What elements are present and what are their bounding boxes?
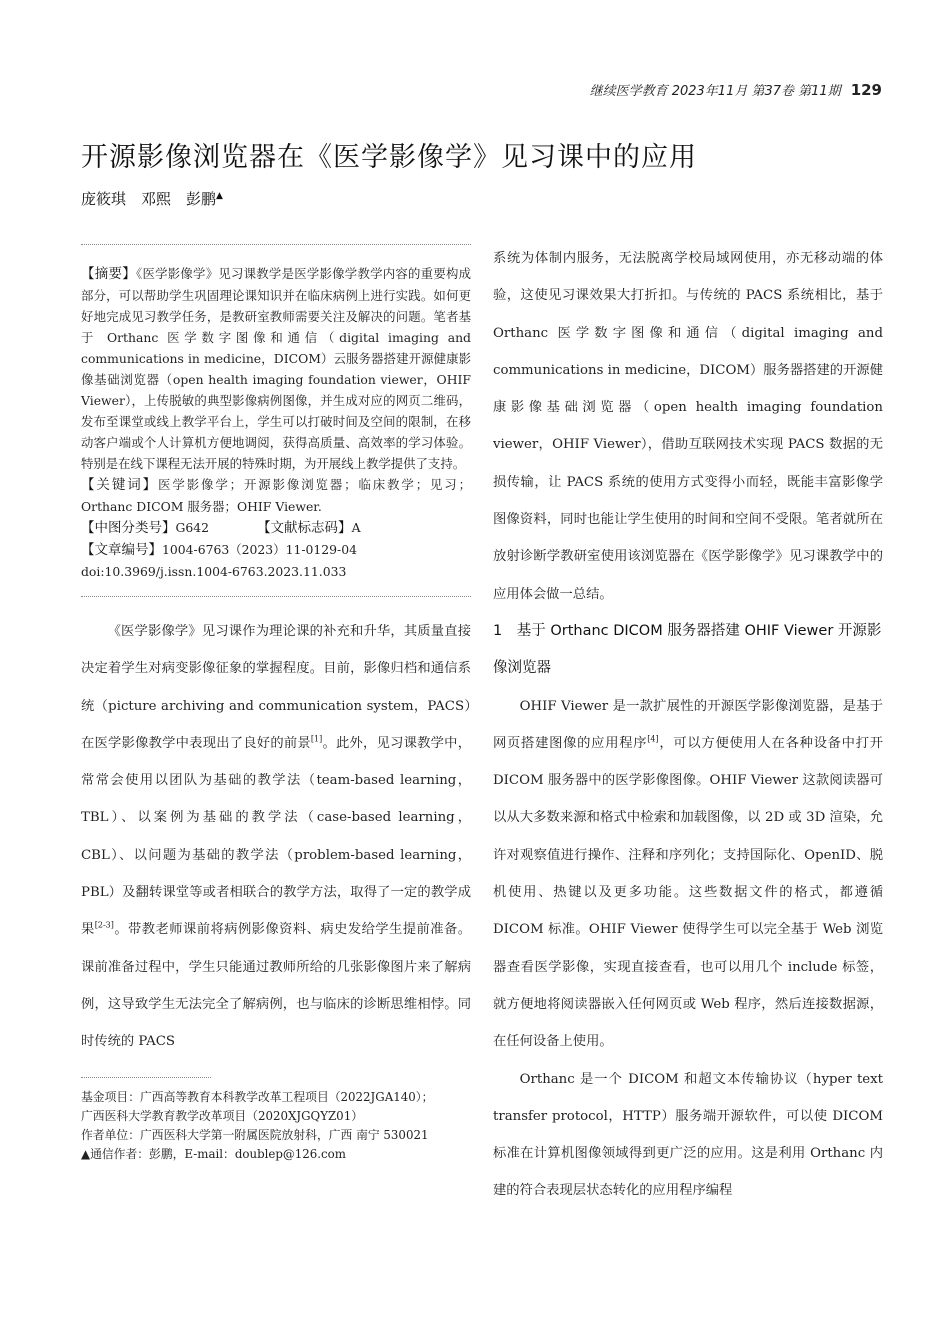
abstract-bottom-divider [81, 596, 471, 597]
left-column [81, 244, 471, 1164]
left-body [81, 613, 471, 1061]
citation-4: [4] [647, 734, 659, 744]
funding-line-1: 基金项目：广西高等教育本科教学改革工程项目（2022JGA140）； [81, 1089, 434, 1104]
intro-text-c: 。带教老师课前将病例影像资料、病史发给学生提前准备。课前准备过程中，学生只能通过教师所给的几张影像图片来了解病例，这导致学生无法完全了解病例，也与临床的诊断思维相悖。同时传统的 PACS [81, 922, 472, 1050]
right-paragraph-1: 系统为体制内服务，无法脱离学校局域网使用，亦无移动端的体验，这使见习课效果大打折扣。与传统的 PACS 系统相比，基于 Orthanc 医学数字图像和通信（digital imaging and communications in medicine，DICOM）服务器搭建的开源健康影像基础浏览器（open health imaging foundation viewer，OHIF Viewer），借助互联网技术实现 PACS 数据的无损传输，让 PACS 系统的使用方式变得小而轻，既能丰富影像学图像资料，同时也能让学生使用的时间和空间不受限。笔者就所在放射诊断学教研室使用该浏览器在《医学影像学》见习课教学中的应用体会做一总结。 [493, 251, 883, 602]
intro-paragraph [81, 613, 471, 1061]
keywords-text: 医学影像学；开源影像浏览器；临床教学；见习；Orthanc DICOM 服务器；OHIF Viewer. [81, 477, 472, 514]
affiliation-line: 作者单位：广西医科大学第一附属医院放射科，广西 南宁 530021 [81, 1127, 429, 1142]
intro-text-a: 《医学影像学》见习课作为理论课的补充和升华，其质量直接决定着学生对病变影像征象的掌握程度。目前，影像归档和通信系统（picture archiving and communication system，PACS）在医学影像教学中表现出了良好的前景 [81, 624, 471, 751]
clc-value: G642 [175, 520, 210, 535]
corresponding-author-mark: ▲ [216, 191, 223, 201]
keywords-line [81, 474, 471, 517]
article-title: 开源影像浏览器在《医学影像学》见习课中的应用 [81, 142, 697, 173]
running-header [590, 80, 882, 99]
classification-line [81, 517, 471, 539]
right-column [493, 240, 883, 1210]
doc-code-label: 【文献标志码】 [257, 520, 352, 536]
footnote-divider [81, 1077, 211, 1078]
keywords-label: 【关键词】 [81, 477, 159, 493]
author-names: 庞筱琪 邓熙 彭鹏 [81, 190, 217, 208]
article-id-label: 【文章编号】 [81, 542, 162, 558]
abstract-block [81, 263, 471, 582]
right-paragraph-2 [493, 688, 883, 1061]
abstract-top-divider [81, 244, 471, 245]
citation-2: [2-3] [94, 920, 114, 930]
article-id-value: 1004-6763（2023）11-0129-04 [162, 542, 358, 557]
intro-text-b: 。此外，见习课教学中，常常会使用以团队为基础的教学法（team-based learning，TBL）、以案例为基础的教学法（case-based learning，CBL）、以问题为基础的教学法（problem-based learning，PBL）及翻转课堂等或者相联合的教学方法，取得了一定的教学成果 [81, 735, 472, 938]
doi-line: doi:10.3969/j.issn.1004-6763.2023.11.033 [81, 564, 347, 579]
clc-label: 【中图分类号】 [81, 520, 176, 536]
ohif-text-a: OHIF Viewer 是一款扩展性的开源医学影像浏览器，是基于网页搭建图像的应用程序 [493, 698, 883, 751]
page-number: 129 [850, 81, 882, 99]
abstract-text: 《医学影像学》见习课教学是医学影像学教学内容的重要构成部分，可以帮助学生巩固理论课知识并在临床病例上进行实践。如何更好地完成见习教学任务，是教研室教师需要关注及解决的问题。笔者基于 Orthanc 医学数字图像和通信（digital imaging and communications in medicine，DICOM）云服务器搭建开源健康影像基础浏览器（open health imaging foundation viewer，OHIF Viewer），上传脱敏的典型影像病例图像，并生成对应的网页二维码，发布至课堂或线上教学平台上，学生可以打破时间及空间的限制，在移动客户端或个人计算机方便地调阅，获得高质量、高效率的学习体验。特别是在线下课程无法开展的特殊时期，为开展线上教学提供了支持。 [81, 266, 471, 471]
funding-line-2: 广西医科大学教育教学改革项目（2020XJGQYZ01） [81, 1108, 363, 1123]
abstract-paragraph [81, 263, 471, 474]
author-list [81, 188, 223, 209]
article-id-line [81, 539, 471, 561]
abstract-label: 【摘要】 [81, 266, 137, 282]
citation-1: [1] [310, 734, 323, 744]
doc-code-value: A [351, 520, 361, 535]
journal-citation: 继续医学教育 2023年11月 第37卷 第11期 [589, 84, 841, 99]
ohif-text-b: ，可以方便使用人在各种设备中打开 DICOM 服务器中的医学影像图像。OHIF Viewer 这款阅读器可以从大多数来源和格式中检索和加载图像，以 2D 或 3D 渲染，允许对观察值进行操作、注释和序列化；支持国际化、OpenID、脱机使用、热键以及更多功能。这些数据文件的格式，都遵循 DICOM 标准。OHIF Viewer 使得学生可以完全基于 Web 浏览器查看医学影像，实现直接查看，也可以用几个 include 标签，就方便地将阅读器嵌入任何网页或 Web 程序，然后连接数据源，在任何设备上使用。 [493, 735, 884, 1050]
section-heading-1: 1 基于 Orthanc DICOM 服务器搭建 OHIF Viewer 开源影像浏览器 [493, 622, 882, 677]
footnote-block [81, 1088, 471, 1164]
corresponding-line: ▲通信作者：彭鹏，E-mail：doublep@126.com [81, 1146, 346, 1161]
right-paragraph-3: Orthanc 是一个 DICOM 和超文本传输协议（hyper text transfer protocol，HTTP）服务端开源软件，可以使 DICOM 标准在计算机图像领域得到更广泛的应用。这是利用 Orthanc 内建的符合表现层状态转化的应用程序编程 [493, 1071, 883, 1199]
